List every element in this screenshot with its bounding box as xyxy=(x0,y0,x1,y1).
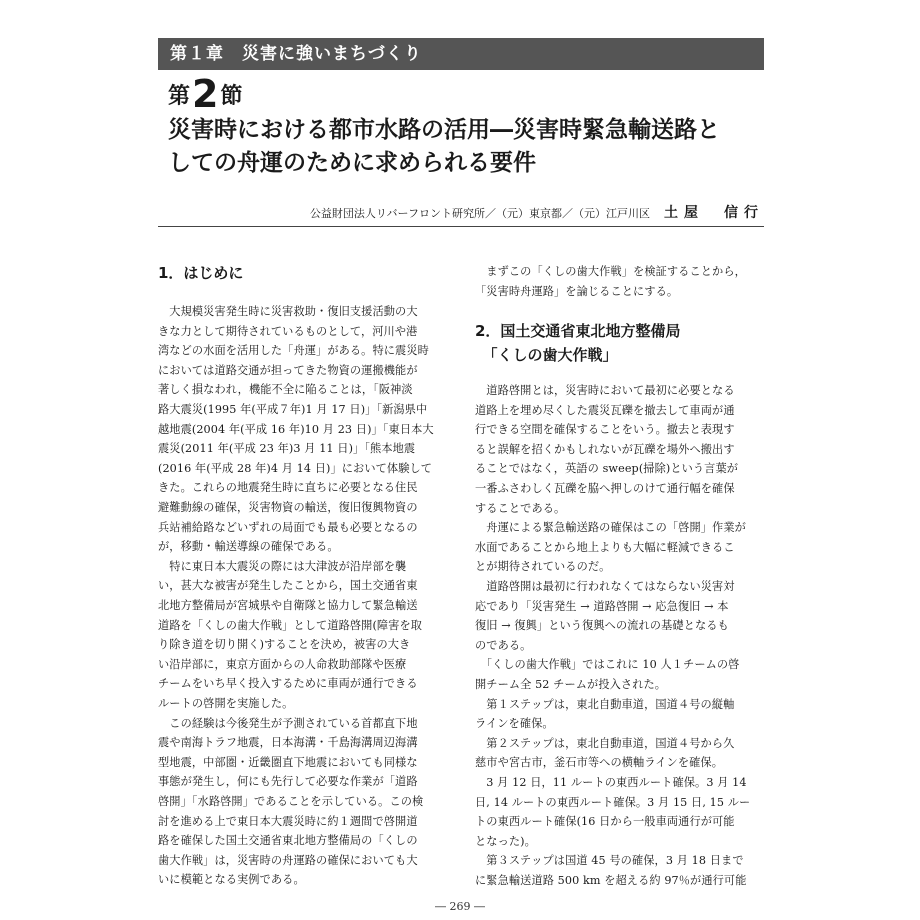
paragraph-line: においては道路交通が担ってきた物資の運搬機能が xyxy=(158,363,418,377)
section-heading-2: 2．国土交通省東北地方整備局 xyxy=(475,322,681,340)
paragraph-line: 道路啓開は最初に行われなくてはならない災害対 xyxy=(475,580,735,593)
section-heading-1: 1．はじめに xyxy=(158,264,244,282)
paragraph-line: (2016 年(平成 28 年)4 月 14 日)」において体験して xyxy=(158,461,433,475)
paragraph-line: 震災(2011 年(平成 23 年)3 月 11 日)」「熊本地震 xyxy=(158,442,416,456)
paragraph-line: ることではなく，英語の sweep(掃除)という言葉が xyxy=(475,462,739,476)
paragraph-line: 行できる空間を確保することをいう。撤去と表現す xyxy=(475,423,735,437)
paragraph-line: に緊急輸送道路 500 km を超える約 97％が通行可能 xyxy=(475,874,747,887)
paragraph-line: とが期待されているのだ。 xyxy=(475,560,611,574)
paragraph-line: 第３ステップは国道 45 号の確保，3 月 18 日まで xyxy=(475,854,744,868)
paragraph-line: 啓開」「水路啓開」であることを示している。この検 xyxy=(158,795,424,808)
author-affiliation: 公益財団法人リバーフロント研究所／（元）東京都／（元）江戸川区 xyxy=(309,207,650,220)
paragraph-line: 湾などの水面を活用した「舟運」がある。特に震災時 xyxy=(158,344,429,358)
paragraph-line: きた。これらの地震発生時に直ちに必要となる住民 xyxy=(158,481,418,495)
paragraph-line: 舟運による緊急輸送路の確保はこの「啓開」作業が xyxy=(475,521,746,535)
paragraph-line: 「災害時舟運路」を論じることにする。 xyxy=(475,284,679,298)
paragraph-line: 大規模災害発生時に災害救助・復旧支援活動の大 xyxy=(158,305,418,318)
paragraph-line: チームをいち早く投入するために車両が通行できる xyxy=(158,677,418,691)
paragraph-line: が，移動・輸送導線の確保である。 xyxy=(158,540,339,554)
paragraph-line: 事態が発生し，何にも先行して必要な作業が「道路 xyxy=(158,775,418,789)
paragraph-line: 討を進める上で東日本大震災時に約１週間で啓開道 xyxy=(158,814,418,828)
paragraph-line: となった)。 xyxy=(475,834,536,848)
paragraph-line: 越地震(2004 年(平成 16 年)10 月 23 日)」「東日本大 xyxy=(158,422,434,436)
paragraph-line: 特に東日本大震災の際には大津波が沿岸部を襲 xyxy=(158,559,407,573)
paragraph-line: トの東西ルート確保(16 日から一般車両通行が可能 xyxy=(475,815,735,829)
paragraph-line: まずこの「くしの歯大作戦」を検証することから， xyxy=(475,265,746,278)
paragraph-line: 第１ステップは，東北自動車道，国道４号の縦軸 xyxy=(475,697,735,711)
paragraph-line: 水面であることから地上よりも大幅に軽減できるこ xyxy=(475,540,735,554)
title-line: しての舟運のために求められる要件 xyxy=(168,150,536,176)
paragraph-line: い，甚大な被害が発生したことから，国土交通省東 xyxy=(158,579,418,593)
author-line xyxy=(158,203,764,224)
paragraph-line: 歯大作戦」は，災害時の舟運路の確保においても大 xyxy=(158,853,418,867)
section-suffix: 節 xyxy=(220,84,243,109)
paragraph-line: ラインを確保。 xyxy=(475,717,554,731)
chapter-banner: 第１章 災害に強いまちづくり xyxy=(158,38,764,70)
paragraph-line: 復旧 → 復興」という復興への流れの基礎となるも xyxy=(475,619,729,633)
header-divider xyxy=(158,226,764,227)
paragraph-line: 避難動線の確保，災害物資の輸送，復旧復興物資の xyxy=(158,501,418,514)
paragraph-line: することである。 xyxy=(475,501,566,515)
paragraph-line: きな力として期待されているものとして，河川や港 xyxy=(158,324,418,338)
article-title xyxy=(168,114,768,180)
section-heading xyxy=(168,72,243,116)
paragraph-line: 道路啓開とは，災害時において最初に必要となる xyxy=(475,384,735,397)
paragraph-line: 一番ふさわしく瓦礫を脇へ押しのけて通行幅を確保 xyxy=(475,482,735,495)
paragraph-line: いに模範となる実例である。 xyxy=(158,873,305,887)
page-number: ― 269 ― xyxy=(435,900,485,913)
paragraph-line: 路を確保した国土交通省東北地方整備局の「くしの xyxy=(158,834,418,848)
paragraph-line: 道路上を埋め尽くした震災瓦礫を撤去して車両が通 xyxy=(475,403,735,417)
paragraph-line: り除き道を切り開く)することを決め，被害の大き xyxy=(158,638,411,652)
paragraph-line: 慈市や宮古市，釜石市等への横軸ラインを確保。 xyxy=(475,756,723,770)
section-prefix: 第 xyxy=(168,84,191,109)
paragraph-line: 応であり「災害発生 → 道路啓開 → 応急復旧 → 本 xyxy=(475,599,729,613)
paragraph-line: 型地震，中部圏・近畿圏直下地震においても同様な xyxy=(158,755,418,769)
paragraph-line: 開チーム全 52 チームが投入された。 xyxy=(475,678,667,691)
paragraph-line: のである。 xyxy=(475,638,532,652)
paragraph-line: 道路を「くしの歯大作戦」として道路啓開(障害を取 xyxy=(158,618,423,632)
paragraph-line: 著しく損なわれ，機能不全に陥ることは，「阪神淡 xyxy=(158,383,413,397)
paragraph-line: 「くしの歯大作戦」ではこれに 10 人１チームの啓 xyxy=(475,658,740,672)
paragraph-line: ると誤解を招くかもしれないが瓦礫を場外へ搬出す xyxy=(475,442,735,456)
paragraph-line: い沿岸部に，東京方面からの人命救助部隊や医療 xyxy=(158,657,407,671)
paragraph-line: 日, 14 ルートの東西ルート確保。3 月 15 日, 15 ルー xyxy=(475,795,751,809)
section-number: 2 xyxy=(192,72,219,116)
paragraph-line: 3 月 12 日，11 ルートの東西ルート確保。3 月 14 xyxy=(475,776,747,789)
paragraph-line: ルートの啓開を実施した。 xyxy=(158,697,294,710)
paragraph-line: 北地方整備局が宮城県や自衛隊と協力して緊急輸送 xyxy=(158,599,418,612)
paragraph-line: この経験は今後発生が予測されている首都直下地 xyxy=(158,716,418,730)
paragraph-line: 路大震災(1995 年(平成７年)1 月 17 日)」「新潟県中 xyxy=(158,403,428,416)
title-line: 災害時における都市水路の活用―災害時緊急輸送路と xyxy=(168,117,720,143)
section-heading-2-subtitle: 「くしの歯大作戦」 xyxy=(475,346,618,364)
paragraph-line: 震や南海トラフ地震，日本海溝・千島海溝周辺海溝 xyxy=(158,736,418,750)
paragraph-line: 兵站補給路などいずれの局面でも最も必要となるの xyxy=(158,520,418,534)
paragraph-line: 第２ステップは，東北自動車道，国道４号から久 xyxy=(475,736,735,750)
author-name: 土屋 信行 xyxy=(664,205,764,221)
